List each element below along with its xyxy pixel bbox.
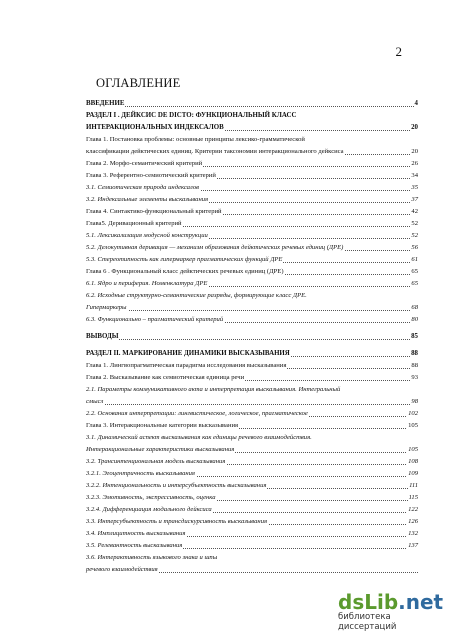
toc-entry bbox=[86, 372, 418, 384]
toc-entry bbox=[86, 110, 418, 122]
toc-entry bbox=[86, 146, 418, 158]
toc-entry-title: 3.2.4. Дифференциация модального дейксиса bbox=[86, 504, 213, 516]
toc-entry-title: 3.2.1. Эгоцентричность высказывания bbox=[86, 468, 196, 480]
toc-entry-page: 122 bbox=[407, 504, 418, 516]
toc-entry-page: 35 bbox=[410, 182, 418, 194]
toc-entry-title: 2.1. Параметры коммуникативного акта и интерпретация высказывания. Интегральный bbox=[86, 384, 341, 396]
toc-entry-page: 52 bbox=[410, 230, 418, 242]
toc-entry-page: 137 bbox=[407, 540, 418, 552]
toc-entry bbox=[86, 480, 418, 492]
toc-entry-page: 52 bbox=[410, 218, 418, 230]
toc-entry bbox=[86, 516, 418, 528]
page-number: 2 bbox=[395, 44, 402, 59]
toc-entry bbox=[86, 218, 418, 230]
toc-entry-title: РАЗДЕЛ I . ДЕЙКСИС DE DICTO: ФУНКЦИОНАЛЬНЫЙ КЛАСС bbox=[86, 110, 297, 122]
toc-entry-title: 3.3. Интерсубъектность и трансдискурсивность высказывания bbox=[86, 516, 268, 528]
toc-entry-page: 68 bbox=[410, 302, 418, 314]
toc-entry-title: ВВЕДЕНИЕ bbox=[86, 98, 125, 110]
toc-entry-page: 34 bbox=[410, 170, 418, 182]
toc-entry-title: смысл bbox=[86, 396, 104, 408]
toc-entry bbox=[86, 314, 418, 326]
toc-entry-title: Гипермаркеры bbox=[86, 302, 128, 314]
toc-entry-title: ИНТЕРАКЦИОНАЛЬНЫХ ИНДЕКСАЛОВ bbox=[86, 122, 225, 134]
toc-entry-page: 56 bbox=[410, 242, 418, 254]
toc-entry bbox=[86, 134, 418, 146]
toc-entry-page: 20 bbox=[410, 146, 418, 158]
toc-entry-page: 37 bbox=[410, 194, 418, 206]
toc-entry-page: 98 bbox=[410, 396, 418, 408]
toc-entry-title: Глава 1. Лингвопрагматическая парадигма исследования высказывания bbox=[86, 360, 287, 372]
toc-entry-title: 3.2.3. Эмотивность, экспрессивность, оценка bbox=[86, 492, 217, 504]
toc-entry bbox=[86, 348, 418, 360]
toc-entry-page: 65 bbox=[410, 278, 418, 290]
toc-entry-page: 88 bbox=[410, 348, 418, 360]
toc-entry-title: 6.2. Исходные структурно-семантические разряды, формирующие класс ДРЕ. bbox=[86, 290, 308, 302]
toc-entry bbox=[86, 444, 418, 456]
toc-entry bbox=[86, 122, 418, 134]
toc-entry-page: 20 bbox=[410, 122, 418, 134]
toc-entry-page: 80 bbox=[410, 314, 418, 326]
toc-entry-title: классификации дейктических единиц. Критерии таксономии интеракционального дейксиса bbox=[86, 146, 345, 158]
toc-entry bbox=[86, 206, 418, 218]
toc-entry bbox=[86, 384, 418, 396]
toc-entry-title: 2.2. Основания интерпретации: лингвистическое, логическое, прагматическое bbox=[86, 408, 309, 420]
toc-entry-title: 3.6. Интерактивность языкового знака и шпы bbox=[86, 552, 218, 564]
toc-entry-page: 85 bbox=[410, 331, 418, 343]
toc-entry-title: 6.1. Ядро и периферия. Номенклатура ДРЕ bbox=[86, 278, 208, 290]
toc-entry bbox=[86, 331, 418, 343]
toc-entry bbox=[86, 456, 418, 468]
toc-entry-title: РАЗДЕЛ II. МАРКИРОВАНИЕ ДИНАМИКИ ВЫСКАЗЫВАНИЯ bbox=[86, 348, 291, 360]
toc-entry-title: Глава 2. Высказывание как семиотическая единица речи bbox=[86, 372, 245, 384]
toc-entry bbox=[86, 564, 418, 576]
toc-entry bbox=[86, 242, 418, 254]
toc-entry bbox=[86, 552, 418, 564]
toc-entry-title: 3.1. Семиотическая природа индексалов bbox=[86, 182, 200, 194]
toc-entry-title: 5.2. Делокутивная деривация — механизм образования дейктических речевых единиц (ДРЕ) bbox=[86, 242, 344, 254]
toc-entry-page: 42 bbox=[410, 206, 418, 218]
toc-entry-page: 61 bbox=[410, 254, 418, 266]
toc-entry bbox=[86, 528, 418, 540]
toc-entry bbox=[86, 302, 418, 314]
toc-entry-title: Глава 2. Морфо-семантический критерий bbox=[86, 158, 203, 170]
toc-entry bbox=[86, 540, 418, 552]
toc-entry-title: 3.2. Трансинтенциональная модель высказывания bbox=[86, 456, 226, 468]
toc-entry-title: речевого взаимодействия bbox=[86, 564, 159, 576]
toc-entry-page: 111 bbox=[408, 480, 418, 492]
toc-entry-title: Глава 3. Референтно-семиотический критерий bbox=[86, 170, 217, 182]
toc-entry-page: 109 bbox=[407, 468, 418, 480]
toc-entry-title: Глава 1. Постановка проблемы: основные принципы лексико-грамматической bbox=[86, 134, 306, 146]
toc-entry bbox=[86, 170, 418, 182]
toc-entry bbox=[86, 182, 418, 194]
toc-entry-title: 5.3. Стереотипность как гипермаркер прагматических функций ДРЕ bbox=[86, 254, 283, 266]
toc-entry-page: 88 bbox=[410, 360, 418, 372]
toc-entry bbox=[86, 432, 418, 444]
toc-entry-page: 108 bbox=[407, 456, 418, 468]
toc-entry-page: 65 bbox=[410, 266, 418, 278]
toc-entry-title: Глава5. Деривационный критерий bbox=[86, 218, 183, 230]
toc-entry-title: 5.1. Лексикализация модусной конструкции bbox=[86, 230, 209, 242]
toc-entry bbox=[86, 290, 418, 302]
toc-entry-title: Глава 6 . Функциональный класс дейктических речевых единиц (ДРЕ) bbox=[86, 266, 285, 278]
toc-entry bbox=[86, 98, 418, 110]
toc-entry-page: 105 bbox=[407, 444, 418, 456]
toc-entry bbox=[86, 360, 418, 372]
toc-entry-title: Интеракциональные характеристики высказывания bbox=[86, 444, 235, 456]
toc-entry bbox=[86, 396, 418, 408]
toc-entry bbox=[86, 230, 418, 242]
toc-entry-title: Глава 4. Синтактико-функциональный критерий bbox=[86, 206, 223, 218]
toc-entry-title: ВЫВОДЫ bbox=[86, 331, 119, 343]
toc-entry-title: 3.4. Имплицитность высказывания bbox=[86, 528, 187, 540]
toc-entry bbox=[86, 420, 418, 432]
watermark bbox=[338, 590, 444, 632]
toc-title: ОГЛАВЛЕНИЕ bbox=[96, 76, 181, 90]
dslib-logo: dsLib.net bbox=[338, 590, 444, 614]
watermark-subtitle: библиотека диссертаций bbox=[338, 612, 397, 632]
table-of-contents bbox=[86, 98, 418, 576]
toc-entry bbox=[86, 158, 418, 170]
toc-entry-title: 6.3. Функционально – прагматический критерий bbox=[86, 314, 224, 326]
toc-entry-title: 3.2.2. Интенциональность и интерсубъектность высказывания bbox=[86, 480, 267, 492]
toc-entry-page: 105 bbox=[407, 420, 418, 432]
toc-entry bbox=[86, 468, 418, 480]
toc-entry-title: 3.2. Индексальные элементы высказывания bbox=[86, 194, 209, 206]
toc-entry bbox=[86, 492, 418, 504]
toc-entry-page: 93 bbox=[410, 372, 418, 384]
toc-entry-title: 3.1. Динамический аспект высказывания как единицы речевого взаимодействия. bbox=[86, 432, 313, 444]
toc-entry-page: 115 bbox=[408, 492, 418, 504]
toc-entry-page: 102 bbox=[407, 408, 418, 420]
toc-entry bbox=[86, 504, 418, 516]
toc-entry-page: 132 bbox=[407, 528, 418, 540]
toc-entry bbox=[86, 408, 418, 420]
toc-entry-page: 126 bbox=[407, 516, 418, 528]
toc-entry bbox=[86, 194, 418, 206]
toc-entry-page: 4 bbox=[414, 98, 418, 110]
toc-entry bbox=[86, 266, 418, 278]
toc-entry bbox=[86, 254, 418, 266]
toc-entry bbox=[86, 278, 418, 290]
toc-entry-title: 3.5. Релевантность высказывания bbox=[86, 540, 183, 552]
toc-entry-page: 26 bbox=[410, 158, 418, 170]
toc-entry-title: Глава 3. Интеракциональные категории высказывания bbox=[86, 420, 239, 432]
